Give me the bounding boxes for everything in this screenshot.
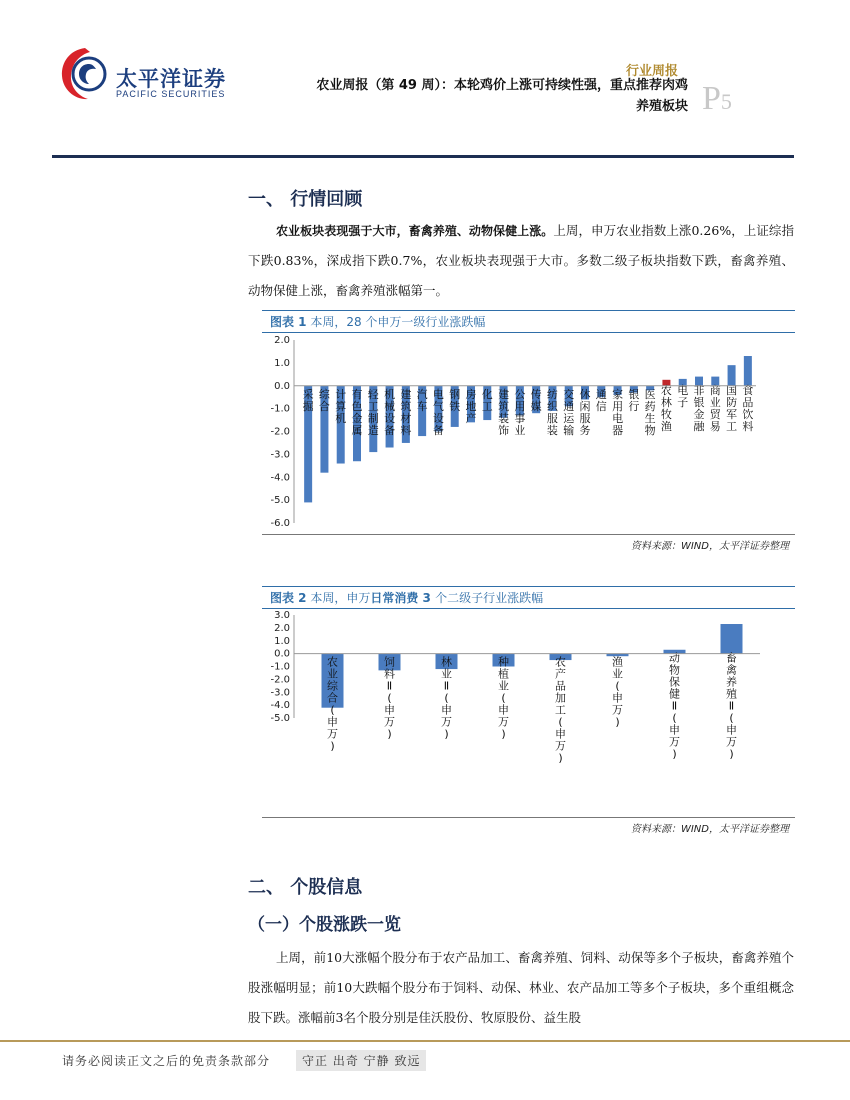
y-tick-label: 0.0 <box>274 380 290 392</box>
category-label: 汽车 <box>416 387 428 413</box>
category-label: 房地产 <box>465 387 477 425</box>
section-heading-stock-info: 二、 个股信息 <box>248 877 363 898</box>
y-tick-label: 1.0 <box>274 357 290 369</box>
figure2-title-a: 本周，申万 <box>306 591 371 605</box>
y-tick-label: -4.0 <box>270 700 290 712</box>
page-number <box>702 80 732 118</box>
figure2-title <box>270 589 543 606</box>
category-label: 家用电器 <box>612 387 624 437</box>
category-label: 电气设备 <box>432 387 444 437</box>
y-tick-label: -5.0 <box>270 495 290 507</box>
logo-text: 太平洋证券 <box>116 67 226 91</box>
y-tick-label: 0.0 <box>274 648 290 660</box>
category-label: 有色金属 <box>351 387 363 437</box>
y-tick-label: -3.0 <box>270 449 290 461</box>
subsector-change-chart <box>262 609 795 814</box>
market-review-paragraph <box>248 216 794 306</box>
figure1-top-rule <box>262 310 795 311</box>
category-label: 传媒 <box>530 387 542 413</box>
market-review-lead: 农业板块表现强于大市，畜禽养殖、动物保健上涨。 <box>276 224 554 238</box>
category-label: 动物保健 Ⅱ (申万) <box>669 651 680 761</box>
y-tick-label: -2.0 <box>270 426 290 438</box>
bar <box>728 365 736 386</box>
y-tick-label: -1.0 <box>270 403 290 415</box>
report-title-line2: 养殖板块 <box>635 99 688 114</box>
category-label: 银行 <box>628 387 640 413</box>
logo-subtext: PACIFIC SECURITIES <box>116 89 226 99</box>
category-label: 轻工制造 <box>367 387 379 437</box>
category-label: 化工 <box>481 387 493 413</box>
page-number-prefix: P <box>702 80 721 117</box>
category-label: 电子 <box>677 383 689 409</box>
category-label: 农林牧渔 <box>660 383 672 433</box>
category-label: 建筑装饰 <box>498 387 510 437</box>
category-label: 国防军工 <box>726 383 738 433</box>
y-tick-label: 2.0 <box>274 335 290 346</box>
category-label: 渔业(申万) <box>612 655 623 729</box>
page-number-value: 5 <box>720 89 732 114</box>
figure1-title-text: 本周，28 个申万一级行业涨跌幅 <box>306 315 486 329</box>
y-tick-label: -1.0 <box>270 661 290 673</box>
category-label: 公用事业 <box>514 387 526 437</box>
category-label: 非银金融 <box>693 383 705 433</box>
figure2-source: 资料来源：WIND，太平洋证券整理 <box>630 824 789 835</box>
header-divider <box>52 155 794 158</box>
company-logo <box>58 44 112 102</box>
figure1-title <box>270 313 485 330</box>
category-label: 纺织服装 <box>546 387 558 437</box>
figure2-title-b: 日常消费 <box>370 591 419 605</box>
figure1-label: 图表 1 <box>270 315 307 329</box>
y-tick-label: -6.0 <box>270 518 290 529</box>
category-label: 商业贸易 <box>709 383 721 433</box>
disclaimer-notice: 请务必阅读正文之后的免责条款部分 <box>62 1054 271 1068</box>
y-tick-label: -3.0 <box>270 687 290 699</box>
category-label: 通信 <box>595 387 607 413</box>
bar <box>721 624 743 654</box>
report-title <box>268 75 688 117</box>
stock-moves-paragraph: 上周，前10大涨幅个股分布于农产品加工、畜禽养殖、饲料、动保等多个子板块，畜禽养殖个股涨幅明显；前10大跌幅个股分布于饲料、动保、林业、农产品加工等多个子板块，多个重组概念股下跌。涨幅前3名个股分别是佳沃股份、牧原股份、益生股 <box>248 950 794 1025</box>
category-label: 林业 Ⅱ (申万) <box>441 655 452 741</box>
category-label: 建筑材料 <box>400 387 412 437</box>
category-label: 畜禽养殖 Ⅱ (申万) <box>726 651 737 761</box>
figure2-title-c: 3 <box>418 591 436 605</box>
y-tick-label: 2.0 <box>274 622 290 634</box>
y-tick-label: 3.0 <box>274 610 290 621</box>
category-label: 农业综合(申万) <box>327 655 338 753</box>
category-label: 机械设备 <box>384 387 396 437</box>
figure2-top-rule <box>262 586 795 587</box>
category-label: 钢铁 <box>449 387 461 413</box>
report-type-tag: 行业周报 <box>626 64 679 79</box>
y-tick-label: -5.0 <box>270 713 290 724</box>
category-label: 计算机 <box>335 387 347 425</box>
category-label: 饲料 Ⅱ (申万) <box>384 655 395 741</box>
category-label: 食品饮料 <box>742 383 754 433</box>
y-tick-label: -4.0 <box>270 472 290 484</box>
category-label: 采掘 <box>302 387 314 413</box>
category-label: 农产品加工(申万) <box>555 655 566 765</box>
report-title-line1: 农业周报（第 49 周）：本轮鸡价上涨可持续性强，重点推荐肉鸡 <box>316 78 688 93</box>
category-label: 交通运输 <box>563 387 575 437</box>
figure2-title-d: 个二级子行业涨跌幅 <box>435 591 544 605</box>
figure2-label: 图表 2 <box>270 591 307 605</box>
y-tick-label: 1.0 <box>274 635 290 647</box>
bar <box>744 356 752 386</box>
figure2-bottom-rule <box>262 817 795 818</box>
industry-change-chart <box>262 333 795 533</box>
figure1-source: 资料来源：WIND，太平洋证券整理 <box>630 541 789 552</box>
category-label: 休闲服务 <box>579 387 591 437</box>
footer-divider <box>0 1040 850 1042</box>
figure1-bottom-rule <box>262 534 795 535</box>
category-label: 医药生物 <box>644 387 656 437</box>
subsection-heading-stock-moves: （一）个股涨跌一览 <box>248 915 401 935</box>
market-review-body: 上周，申万农业指数上涨0.26%，上证综指下跌0.83%，深成指下跌0.7%，农业板块表现强于大市。多数二级子板块指数下跌，畜禽养殖、动物保健上涨，畜禽养殖涨幅第一。 <box>248 223 794 298</box>
section-heading-market-review: 一、 行情回顾 <box>248 189 363 210</box>
category-label: 综合 <box>318 387 330 413</box>
company-motto: 守正 出奇 宁静 致远 <box>296 1050 426 1071</box>
y-tick-label: -2.0 <box>270 674 290 686</box>
category-label: 种植业(申万) <box>498 655 509 741</box>
